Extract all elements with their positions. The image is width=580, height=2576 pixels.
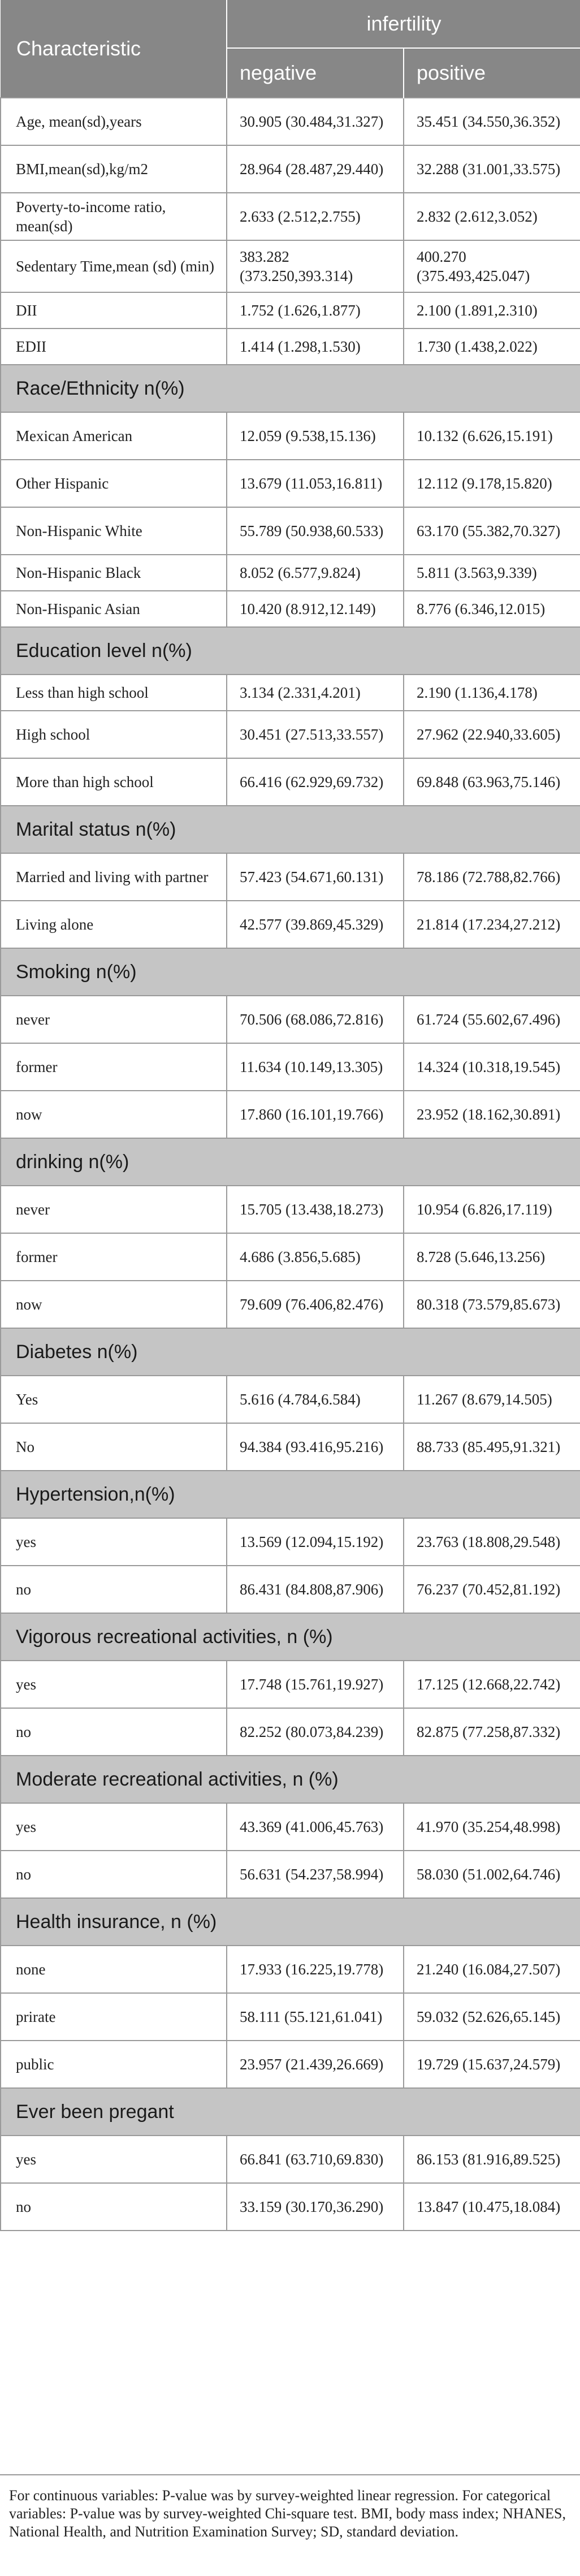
negative-value: 17.933 (16.225,19.778): [227, 1946, 404, 1993]
negative-value: 28.964 (28.487,29.440): [227, 145, 404, 193]
row-label: yes: [1, 1518, 227, 1566]
table-row: [1, 1043, 580, 1091]
negative-value: 66.416 (62.929,69.732): [227, 758, 404, 806]
section-title: Ever been pregant: [1, 2088, 580, 2136]
table-row: [1, 292, 580, 329]
row-label: BMI,mean(sd),kg/m2: [1, 145, 227, 193]
negative-value: 10.420 (8.912,12.149): [227, 591, 404, 627]
negative-value: 12.059 (9.538,15.136): [227, 412, 404, 460]
negative-value: 15.705 (13.438,18.273): [227, 1186, 404, 1233]
table-row: [1, 1281, 580, 1328]
row-label: yes: [1, 1803, 227, 1851]
table-row: [1, 460, 580, 507]
section-header-row: [1, 627, 580, 675]
section-header-row: [1, 2088, 580, 2136]
table-row: [1, 1186, 580, 1233]
row-label: no: [1, 1708, 227, 1756]
negative-value: 3.134 (2.331,4.201): [227, 675, 404, 711]
row-label: never: [1, 996, 227, 1043]
row-label: yes: [1, 2136, 227, 2183]
row-label: former: [1, 1233, 227, 1281]
positive-value: 400.270 (375.493,425.047): [404, 240, 580, 292]
section-header-row: [1, 948, 580, 996]
negative-value: 70.506 (68.086,72.816): [227, 996, 404, 1043]
negative-value: 42.577 (39.869,45.329): [227, 901, 404, 948]
positive-value: 2.832 (2.612,3.052): [404, 193, 580, 240]
table-row: [1, 996, 580, 1043]
positive-value: 19.729 (15.637,24.579): [404, 2041, 580, 2088]
negative-header: negative: [227, 48, 404, 98]
positive-value: 76.237 (70.452,81.192): [404, 1566, 580, 1613]
positive-value: 35.451 (34.550,36.352): [404, 98, 580, 145]
positive-value: 13.847 (10.475,18.084): [404, 2183, 580, 2231]
positive-value: 88.733 (85.495,91.321): [404, 1423, 580, 1471]
infertility-group-header: infertility: [227, 0, 580, 48]
table-row: [1, 1518, 580, 1566]
positive-value: 8.776 (6.346,12.015): [404, 591, 580, 627]
table-row: [1, 1423, 580, 1471]
table-row: [1, 2041, 580, 2088]
positive-value: 82.875 (77.258,87.332): [404, 1708, 580, 1756]
row-label: now: [1, 1281, 227, 1328]
positive-value: 21.240 (16.084,27.507): [404, 1946, 580, 1993]
row-label: Mexican American: [1, 412, 227, 460]
table-row: [1, 1566, 580, 1613]
table-row: [1, 1376, 580, 1423]
negative-value: 82.252 (80.073,84.239): [227, 1708, 404, 1756]
table-row: [1, 675, 580, 711]
section-title: Marital status n(%): [1, 806, 580, 853]
positive-value: 69.848 (63.963,75.146): [404, 758, 580, 806]
section-header-row: [1, 1138, 580, 1186]
row-label: Yes: [1, 1376, 227, 1423]
characteristic-header: Characteristic: [1, 0, 227, 98]
row-label: never: [1, 1186, 227, 1233]
row-label: More than high school: [1, 758, 227, 806]
table-row: [1, 1091, 580, 1138]
table-row: [1, 1233, 580, 1281]
positive-value: 86.153 (81.916,89.525): [404, 2136, 580, 2183]
section-header-row: [1, 1756, 580, 1803]
table-row: [1, 329, 580, 365]
negative-value: 383.282 (373.250,393.314): [227, 240, 404, 292]
table-row: [1, 758, 580, 806]
positive-value: 78.186 (72.788,82.766): [404, 853, 580, 901]
positive-value: 17.125 (12.668,22.742): [404, 1661, 580, 1708]
section-title: Smoking n(%): [1, 948, 580, 996]
negative-value: 66.841 (63.710,69.830): [227, 2136, 404, 2183]
row-label: Non-Hispanic Asian: [1, 591, 227, 627]
negative-value: 1.414 (1.298,1.530): [227, 329, 404, 365]
positive-value: 80.318 (73.579,85.673): [404, 1281, 580, 1328]
negative-value: 17.860 (16.101,19.766): [227, 1091, 404, 1138]
section-title: Diabetes n(%): [1, 1328, 580, 1376]
row-label: High school: [1, 711, 227, 758]
negative-value: 23.957 (21.439,26.669): [227, 2041, 404, 2088]
positive-value: 58.030 (51.002,64.746): [404, 1851, 580, 1898]
positive-value: 59.032 (52.626,65.145): [404, 1993, 580, 2041]
negative-value: 13.569 (12.094,15.192): [227, 1518, 404, 1566]
section-header-row: [1, 365, 580, 412]
row-label: Sedentary Time,mean (sd) (min): [1, 240, 227, 292]
section-title: Moderate recreational activities, n (%): [1, 1756, 580, 1803]
table-row: [1, 2136, 580, 2183]
positive-value: 63.170 (55.382,70.327): [404, 507, 580, 555]
row-label: no: [1, 2183, 227, 2231]
positive-value: 2.190 (1.136,4.178): [404, 675, 580, 711]
negative-value: 17.748 (15.761,19.927): [227, 1661, 404, 1708]
section-title: Vigorous recreational activities, n (%): [1, 1613, 580, 1661]
table-row: [1, 591, 580, 627]
row-label: Non-Hispanic White: [1, 507, 227, 555]
negative-value: 13.679 (11.053,16.811): [227, 460, 404, 507]
section-header-row: [1, 1613, 580, 1661]
row-label: none: [1, 1946, 227, 1993]
positive-value: 14.324 (10.318,19.545): [404, 1043, 580, 1091]
negative-value: 30.905 (30.484,31.327): [227, 98, 404, 145]
row-label: former: [1, 1043, 227, 1091]
table-row: [1, 98, 580, 145]
table-row: [1, 240, 580, 292]
table-row: [1, 412, 580, 460]
section-header-row: [1, 1898, 580, 1946]
row-label: no: [1, 1566, 227, 1613]
negative-value: 86.431 (84.808,87.906): [227, 1566, 404, 1613]
header-row-top: [1, 0, 580, 48]
negative-value: 2.633 (2.512,2.755): [227, 193, 404, 240]
positive-value: 5.811 (3.563,9.339): [404, 555, 580, 591]
row-label: yes: [1, 1661, 227, 1708]
row-label: now: [1, 1091, 227, 1138]
negative-value: 58.111 (55.121,61.041): [227, 1993, 404, 2041]
row-label: Married and living with partner: [1, 853, 227, 901]
positive-value: 41.970 (35.254,48.998): [404, 1803, 580, 1851]
table-row: [1, 1803, 580, 1851]
row-label: Age, mean(sd),years: [1, 98, 227, 145]
row-label: No: [1, 1423, 227, 1471]
positive-value: 1.730 (1.438,2.022): [404, 329, 580, 365]
table-row: [1, 193, 580, 240]
table-row: [1, 1851, 580, 1898]
negative-value: 30.451 (27.513,33.557): [227, 711, 404, 758]
negative-value: 79.609 (76.406,82.476): [227, 1281, 404, 1328]
table-row: [1, 507, 580, 555]
positive-value: 23.952 (18.162,30.891): [404, 1091, 580, 1138]
section-header-row: [1, 806, 580, 853]
row-label: no: [1, 1851, 227, 1898]
section-header-row: [1, 1328, 580, 1376]
negative-value: 33.159 (30.170,36.290): [227, 2183, 404, 2231]
positive-value: 23.763 (18.808,29.548): [404, 1518, 580, 1566]
table-row: [1, 1661, 580, 1708]
positive-value: 8.728 (5.646,13.256): [404, 1233, 580, 1281]
positive-value: 61.724 (55.602,67.496): [404, 996, 580, 1043]
table-row: [1, 145, 580, 193]
negative-value: 1.752 (1.626,1.877): [227, 292, 404, 329]
row-label: DII: [1, 292, 227, 329]
table-row: [1, 853, 580, 901]
section-title: Health insurance, n (%): [1, 1898, 580, 1946]
row-label: public: [1, 2041, 227, 2088]
negative-value: 57.423 (54.671,60.131): [227, 853, 404, 901]
positive-value: 11.267 (8.679,14.505): [404, 1376, 580, 1423]
section-title: Race/Ethnicity n(%): [1, 365, 580, 412]
positive-value: 10.954 (6.826,17.119): [404, 1186, 580, 1233]
positive-header: positive: [417, 61, 486, 84]
table-row: [1, 2183, 580, 2231]
negative-value: 43.369 (41.006,45.763): [227, 1803, 404, 1851]
section-header-row: [1, 1471, 580, 1518]
negative-value: 8.052 (6.577,9.824): [227, 555, 404, 591]
table-body: [1, 98, 580, 2231]
section-title: drinking n(%): [1, 1138, 580, 1186]
table-row: [1, 1708, 580, 1756]
negative-value: 55.789 (50.938,60.533): [227, 507, 404, 555]
negative-value: 11.634 (10.149,13.305): [227, 1043, 404, 1091]
positive-value: 12.112 (9.178,15.820): [404, 460, 580, 507]
row-label: Poverty-to-income ratio, mean(sd): [1, 193, 227, 240]
table-row: [1, 901, 580, 948]
table-row: [1, 1993, 580, 2041]
row-label: Non-Hispanic Black: [1, 555, 227, 591]
row-label: Living alone: [1, 901, 227, 948]
negative-value: 4.686 (3.856,5.685): [227, 1233, 404, 1281]
section-title: Education level n(%): [1, 627, 580, 675]
row-label: Less than high school: [1, 675, 227, 711]
row-label: prirate: [1, 1993, 227, 2041]
table-row: [1, 711, 580, 758]
table-footnote: For continuous variables: P-value was by survey-weighted linear regression. For categorical variables: P-value was by survey-weighted Chi-square test. BMI, body mass index; NHANES, National Health, and Nutrition Examination Survey; SD, standard deviation.: [0, 2474, 580, 2576]
section-title: Hypertension,n(%): [1, 1471, 580, 1518]
row-label: EDII: [1, 329, 227, 365]
positive-value: 32.288 (31.001,33.575): [404, 145, 580, 193]
positive-value: 27.962 (22.940,33.605): [404, 711, 580, 758]
row-label: Other Hispanic: [1, 460, 227, 507]
positive-value: 10.132 (6.626,15.191): [404, 412, 580, 460]
negative-value: 56.631 (54.237,58.994): [227, 1851, 404, 1898]
positive-value: 2.100 (1.891,2.310): [404, 292, 580, 329]
table-row: [1, 1946, 580, 1993]
negative-value: 94.384 (93.416,95.216): [227, 1423, 404, 1471]
table-row: [1, 555, 580, 591]
negative-value: 5.616 (4.784,6.584): [227, 1376, 404, 1423]
positive-value: 21.814 (17.234,27.212): [404, 901, 580, 948]
